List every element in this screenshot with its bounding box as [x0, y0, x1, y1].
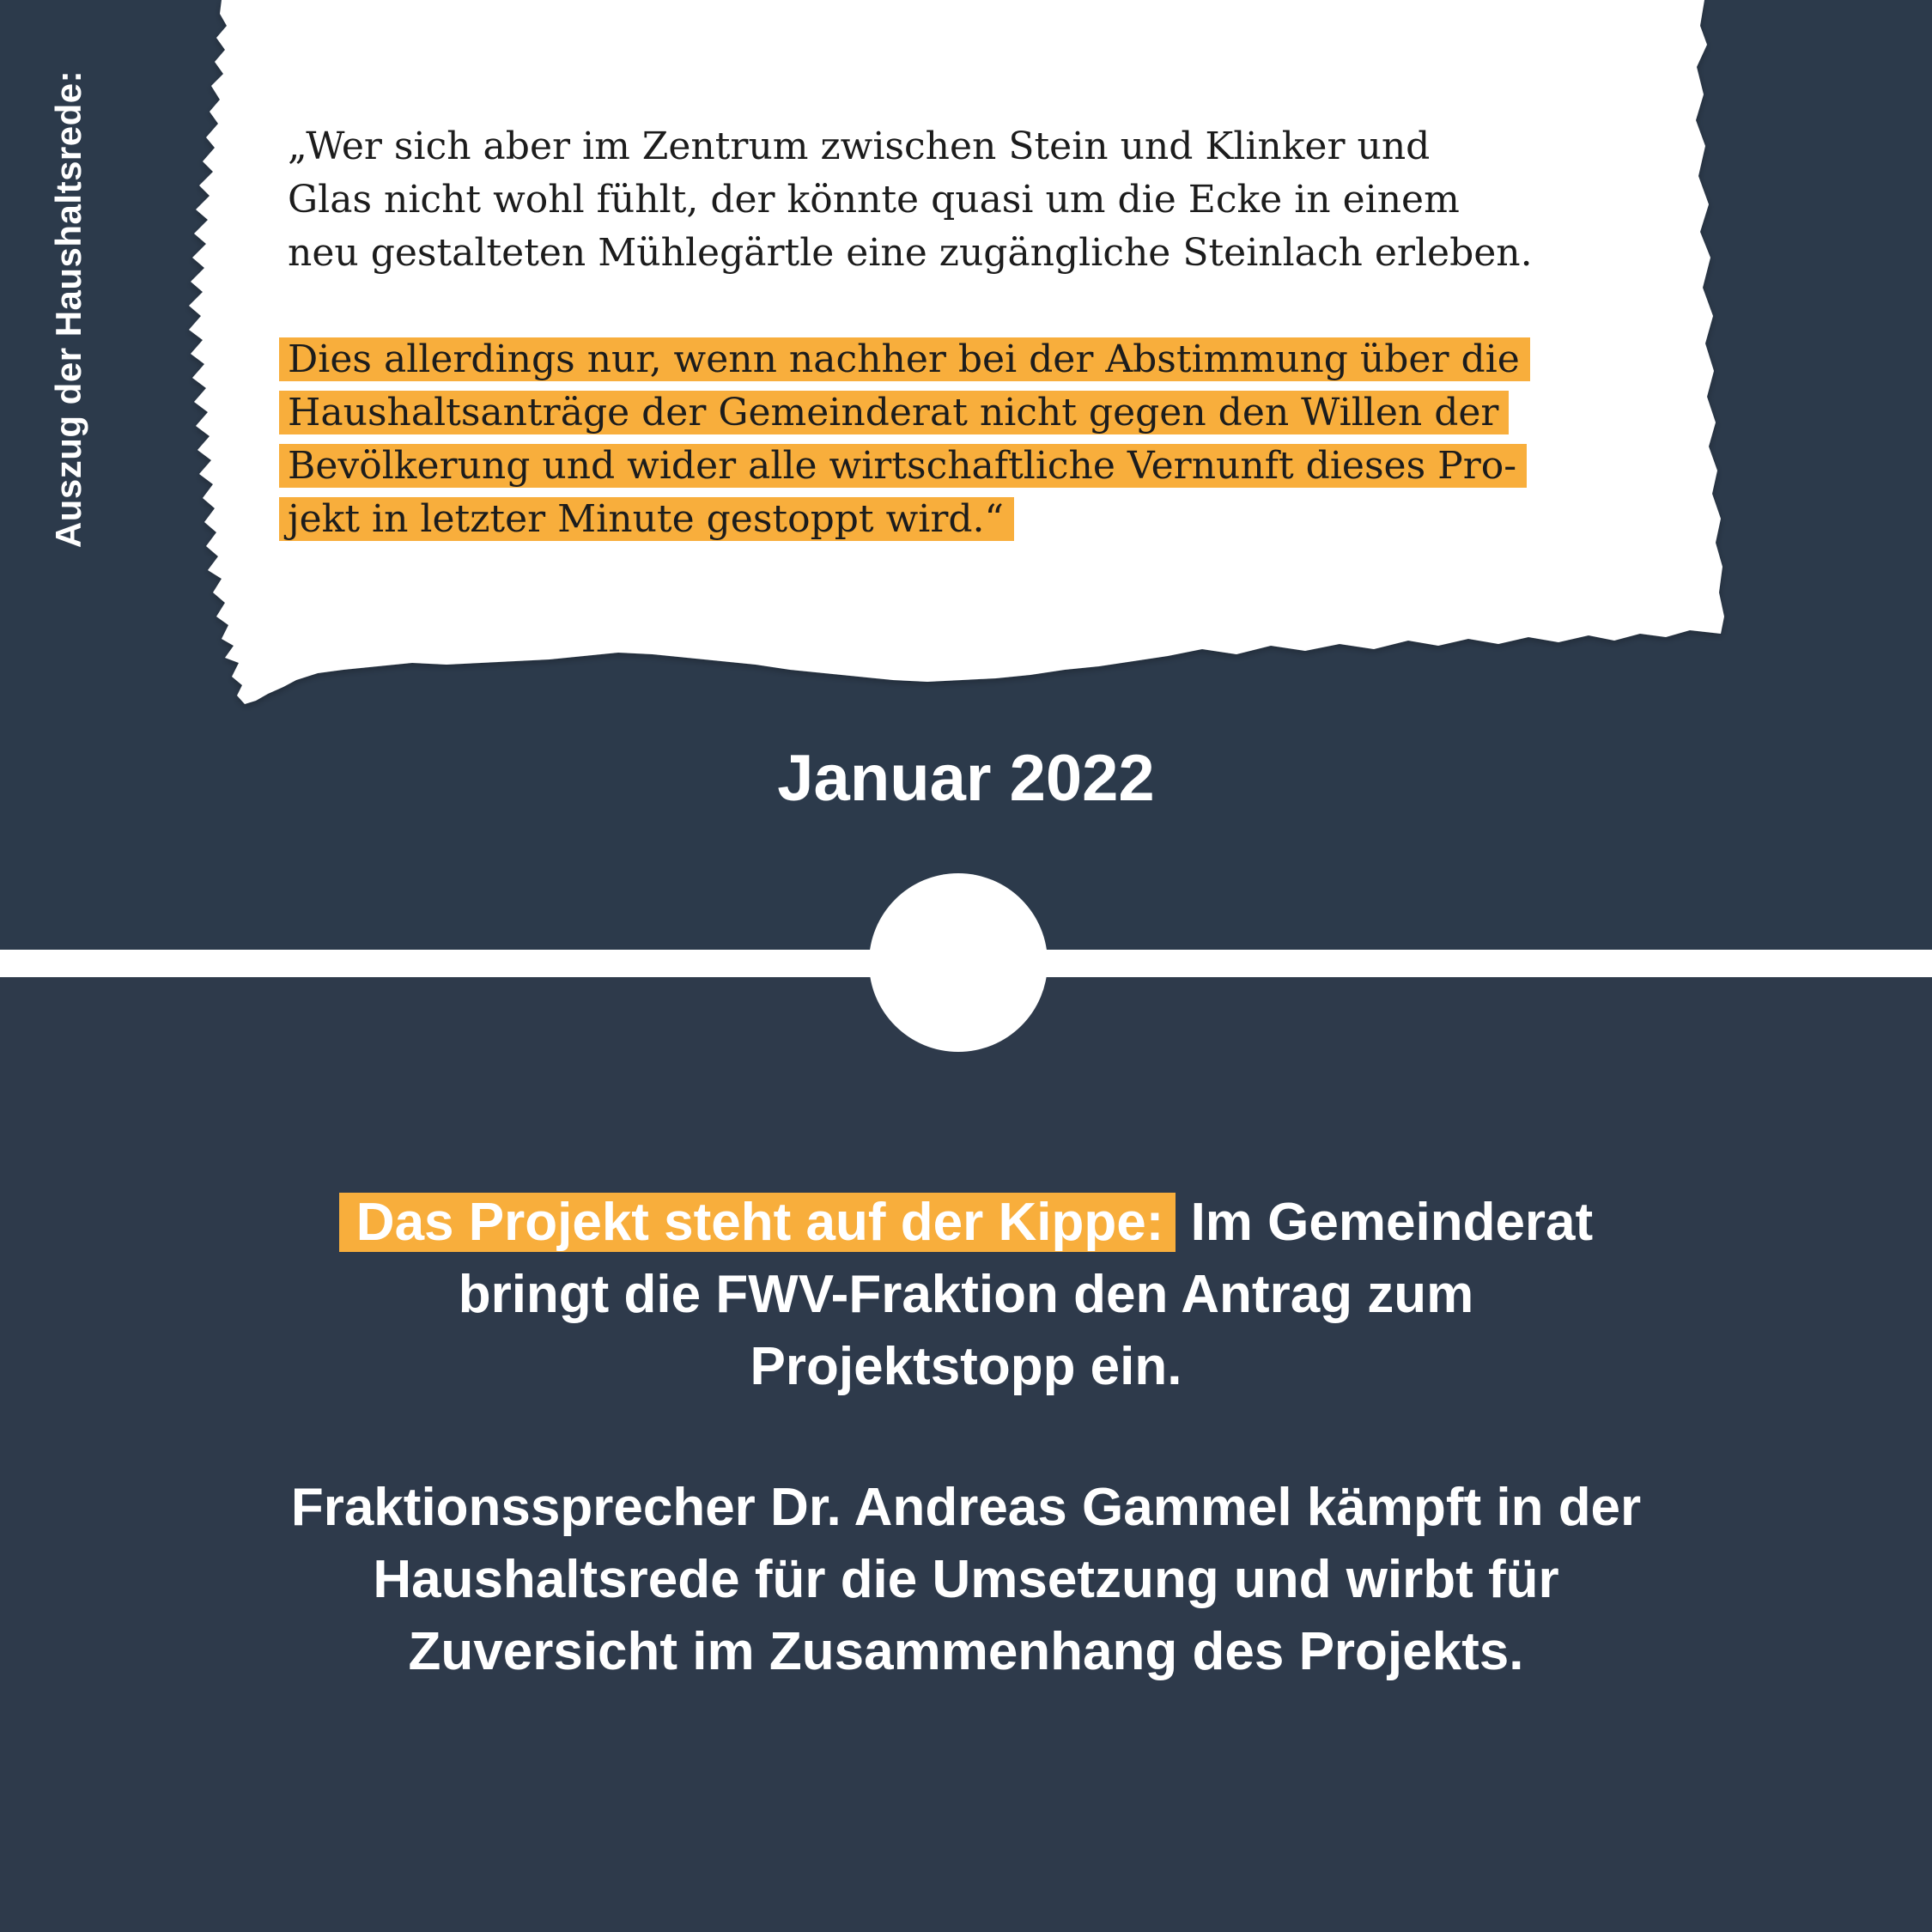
- quote-excerpt: [288, 120, 1713, 546]
- side-label: Auszug der Haushaltsrede:: [48, 70, 88, 549]
- highlight-mark: Haushaltsanträge der Gemeinderat nicht gegen den Willen der: [279, 391, 1509, 434]
- date-heading: Januar 2022: [777, 742, 1155, 815]
- highlighted-quote-line: [288, 493, 1713, 546]
- quote-line: neu gestalteten Mühlegärtle eine zugängliche Steinlach erleben.: [288, 231, 1533, 275]
- bottom-section: [0, 950, 1932, 1932]
- description-line: Projektstopp ein.: [750, 1337, 1182, 1396]
- highlighted-quote-line: [288, 440, 1713, 493]
- quote-line: „Wer sich aber im Zentrum zwischen Stein und Klinker und: [288, 125, 1431, 168]
- description-line: Fraktionssprecher Dr. Andreas Gammel kämpft in der: [290, 1478, 1642, 1537]
- highlight-mark: Dies allerdings nur, wenn nachher bei der Abstimmung über die: [279, 337, 1530, 381]
- quote-line: Glas nicht wohl fühlt, der könnte quasi um die Ecke in einem: [288, 178, 1460, 222]
- event-description: [0, 1187, 1932, 1403]
- description-line: Haushaltsrede für die Umsetzung und wirbt für: [373, 1550, 1559, 1609]
- highlighted-quote-line: [288, 333, 1713, 386]
- highlight-mark: jekt in letzter Minute gestoppt wird.“: [279, 497, 1014, 541]
- highlight-mark: Bevölkerung und wider alle wirtschaftliche Vernunft dieses Pro-: [279, 444, 1527, 488]
- highlighted-quote-line: [288, 386, 1713, 440]
- description-line: Zuversicht im Zusammenhang des Projekts.: [408, 1622, 1524, 1681]
- kicker-highlight: Das Projekt steht auf der Kippe:: [339, 1193, 1176, 1252]
- timeline-dot: [869, 873, 1048, 1052]
- quote-spacer: [288, 280, 1713, 333]
- description-line-rest: Im Gemeinderat: [1190, 1193, 1594, 1252]
- description-line: bringt die FWV-Fraktion den Antrag zum: [458, 1265, 1474, 1324]
- speaker-description: [0, 1472, 1932, 1688]
- description-line: [0, 1187, 1932, 1259]
